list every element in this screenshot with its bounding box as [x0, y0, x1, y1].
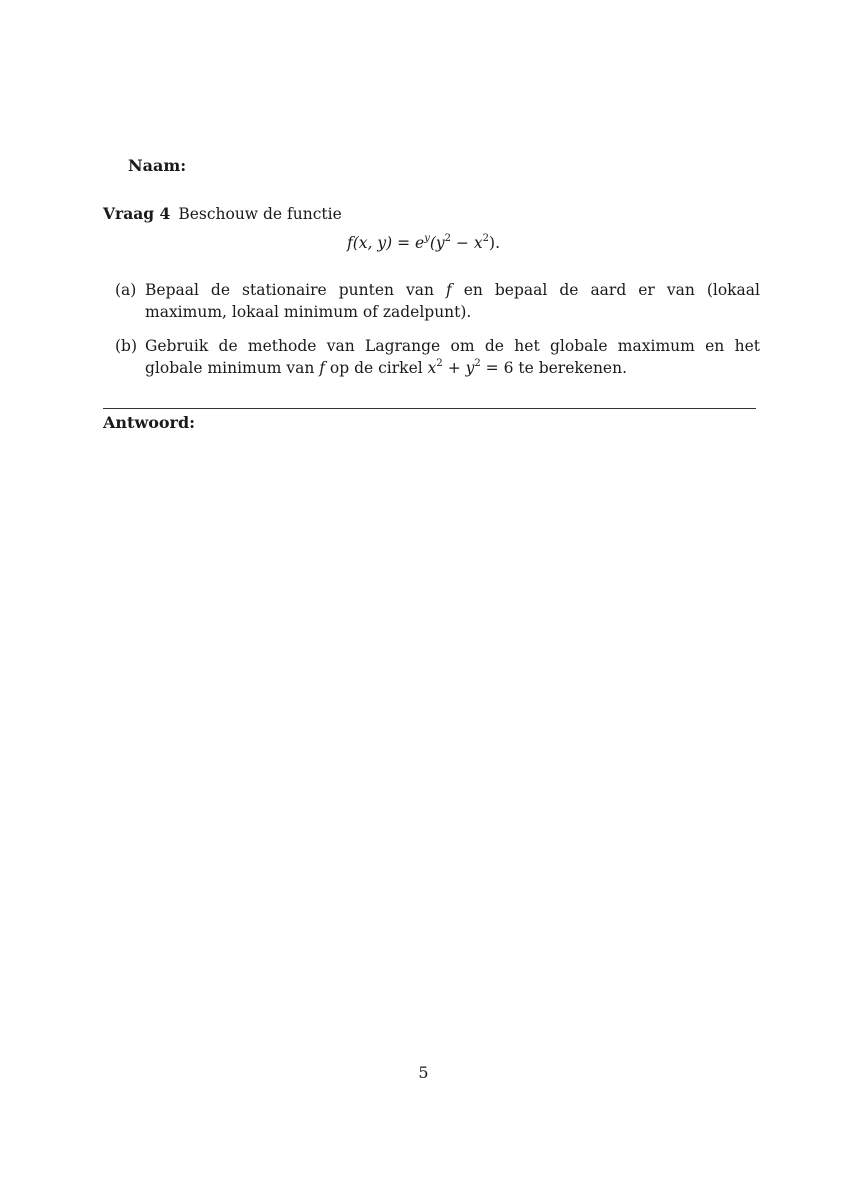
question-part-b [115, 335, 760, 382]
question-label: Vraag 4 [103, 204, 171, 223]
formula-end: ). [489, 234, 500, 252]
answer-divider [103, 408, 756, 409]
question-intro [103, 204, 758, 223]
name-label: Naam: [128, 156, 187, 175]
formula-minus: − x [451, 234, 483, 252]
function-formula [0, 234, 847, 252]
formula-exponent: y [424, 233, 430, 244]
formula-square-1: 2 [444, 233, 452, 244]
page-number: 5 [418, 1063, 429, 1082]
formula-lhs: f(x, y) = e [347, 234, 425, 252]
part-b-text: Gebruik de methode van Lagrange om de het globale maximum en het globale minimum van f op de cirkel $x^2 + y^2 = 6$ te berekenen. [145, 337, 760, 377]
formula-square-2: 2 [482, 233, 490, 244]
part-a-label: (a) [115, 281, 137, 299]
answer-label: Antwoord: [103, 413, 196, 432]
formula-mid: (y [429, 234, 445, 252]
question-part-a [115, 279, 760, 323]
question-intro-text: Beschouw de functie [178, 205, 342, 223]
part-a-text: Bepaal de stationaire punten van f en bepaal de aard er van (lokaal maximum, lokaal minimum of zadelpunt). [145, 281, 760, 321]
part-b-label: (b) [115, 337, 138, 355]
